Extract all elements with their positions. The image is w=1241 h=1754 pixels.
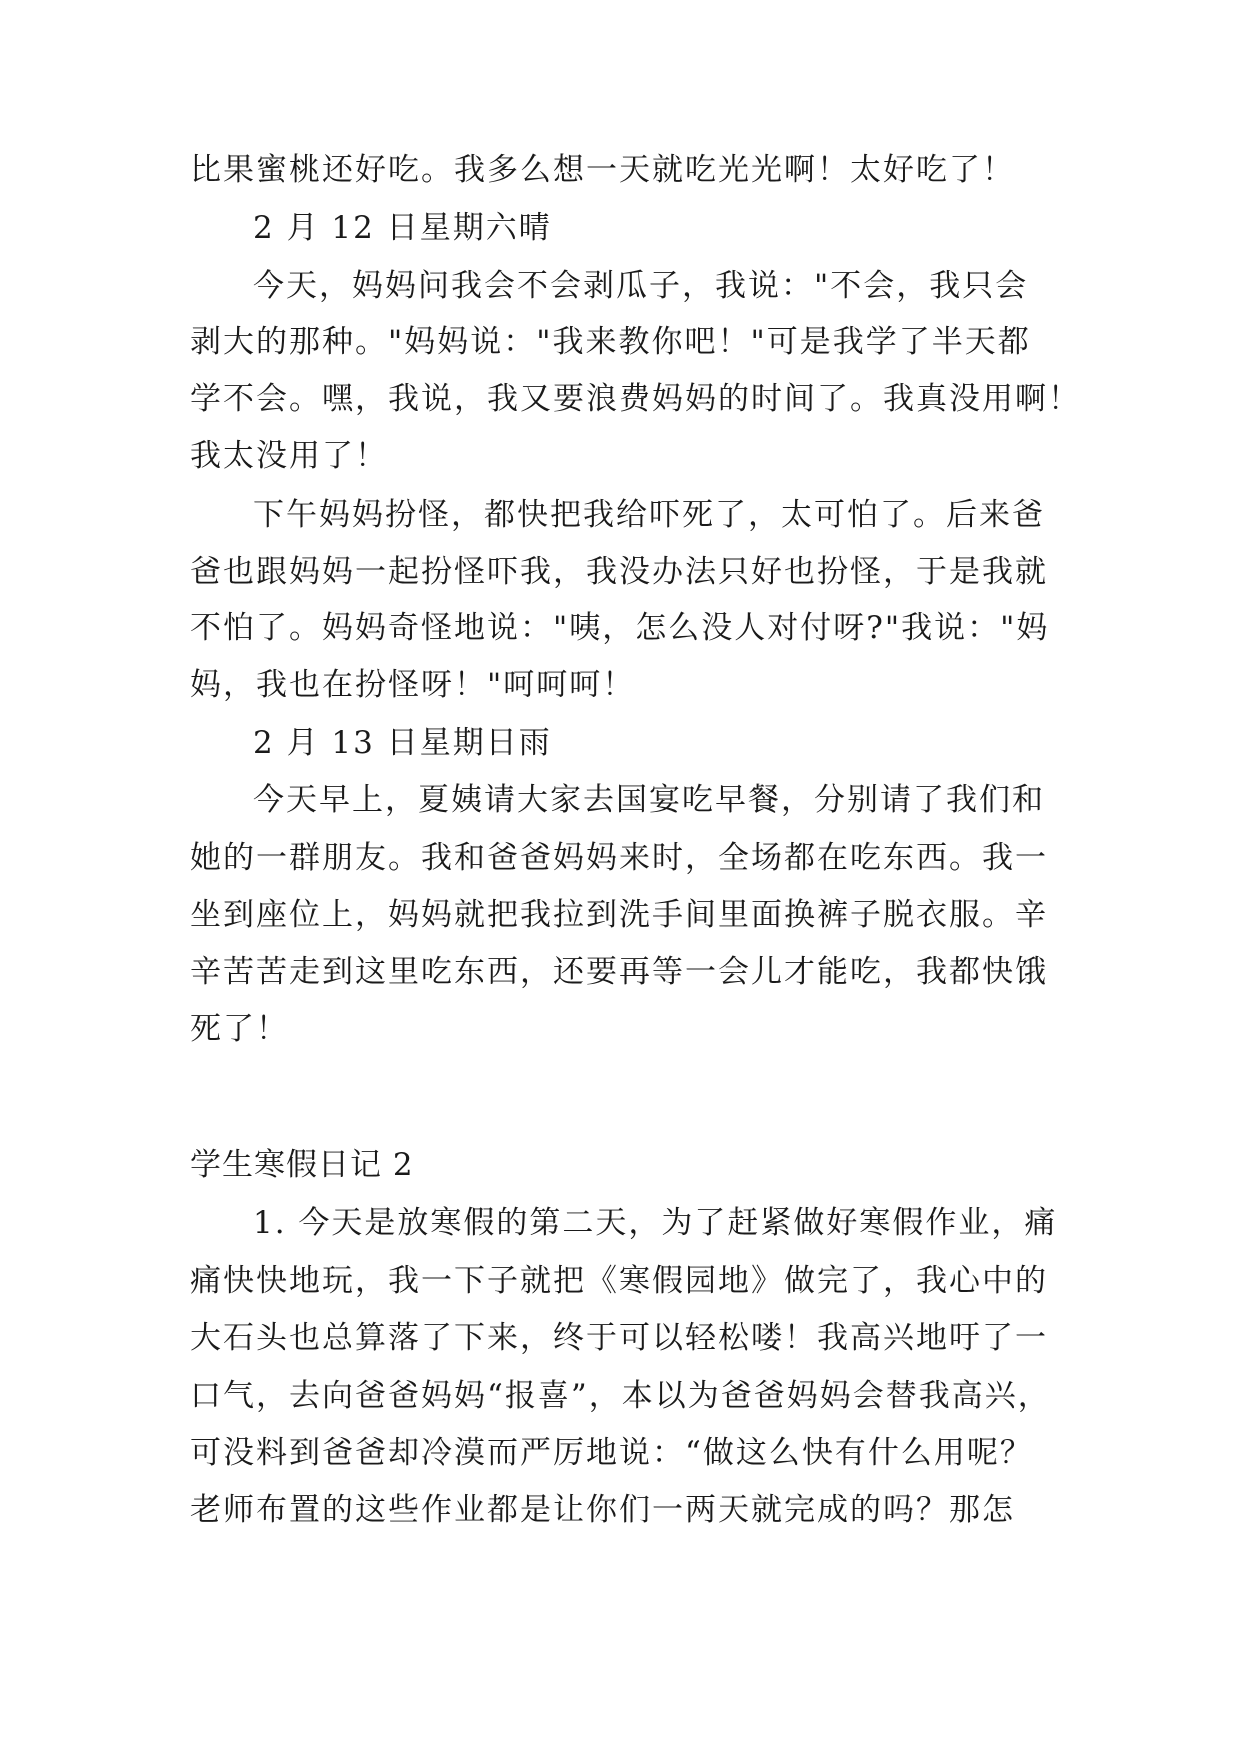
text-line: 老师布置的这些作业都是让你们一两天就完成的吗？那怎 — [190, 1492, 1015, 1528]
text-line: 大石头也总算落了下来，终于可以轻松喽！我高兴地吁了一 — [190, 1320, 1048, 1356]
diary-date-heading: 2 月 13 日星期日雨 — [253, 725, 552, 761]
text-line: 爸也跟妈妈一起扮怪吓我，我没办法只好也扮怪，于是我就 — [190, 554, 1048, 590]
text-line: 她的一群朋友。我和爸爸妈妈来时，全场都在吃东西。我一 — [190, 840, 1048, 876]
text-line: 下午妈妈扮怪，都快把我给吓死了，太可怕了。后来爸 — [253, 497, 1045, 533]
text-line: 死了！ — [190, 1011, 289, 1047]
text-line: 痛快快地玩，我一下子就把《寒假园地》做完了，我心中的 — [190, 1263, 1048, 1299]
text-line: 剥大的那种。"妈妈说："我来教你吧！"可是我学了半天都 — [190, 324, 1031, 360]
text-line: 不怕了。妈妈奇怪地说："咦，怎么没人对付呀?"我说："妈 — [190, 610, 1050, 646]
text-line: 今天早上，夏姨请大家去国宴吃早餐，分别请了我们和 — [253, 782, 1045, 818]
text-line: 妈，我也在扮怪呀！"呵呵呵！ — [190, 667, 636, 703]
text-line: 学不会。嘿，我说，我又要浪费妈妈的时间了。我真没用啊！ — [190, 381, 1081, 417]
diary-date-heading: 2 月 12 日星期六晴 — [253, 210, 552, 246]
text-line: 今天，妈妈问我会不会剥瓜子，我说："不会，我只会 — [253, 268, 1029, 304]
text-line: 1. 今天是放寒假的第二天，为了赶紧做好寒假作业，痛 — [253, 1205, 1058, 1241]
text-line: 比果蜜桃还好吃。我多么想一天就吃光光啊！太好吃了！ — [190, 152, 1015, 188]
text-line: 可没料到爸爸却冷漠而严厉地说：“做这么快有什么用呢？ — [190, 1435, 1033, 1471]
text-line: 我太没用了！ — [190, 438, 388, 474]
text-line: 辛苦苦走到这里吃东西，还要再等一会儿才能吃，我都快饿 — [190, 954, 1048, 990]
section-title: 学生寒假日记 2 — [190, 1147, 414, 1183]
text-line: 口气，去向爸爸妈妈“报喜”，本以为爸爸妈妈会替我高兴， — [190, 1378, 1051, 1414]
text-line: 坐到座位上，妈妈就把我拉到洗手间里面换裤子脱衣服。辛 — [190, 897, 1048, 933]
